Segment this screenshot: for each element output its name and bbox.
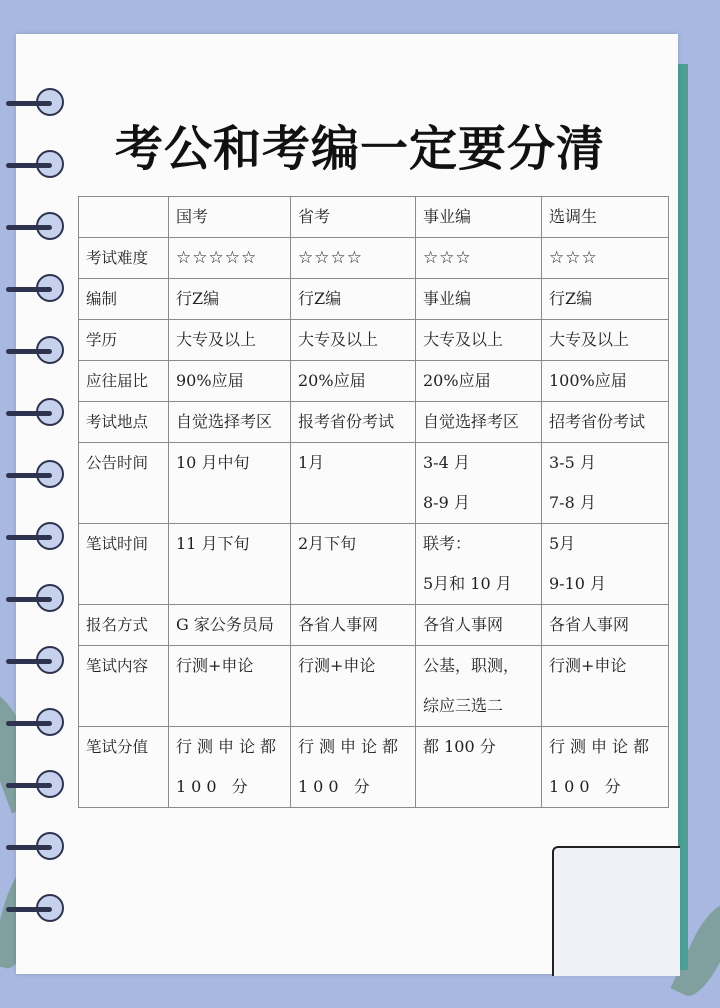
row-label-cell: 编制 <box>79 279 169 320</box>
table-cell: 行Z编 <box>542 279 669 320</box>
table-cell: 行测+申论 <box>291 646 416 727</box>
table-cell: 1月 <box>291 443 416 524</box>
row-label-cell: 考试地点 <box>79 402 169 443</box>
table-cell: 行Z编 <box>169 279 291 320</box>
table-cell: 大专及以上 <box>291 320 416 361</box>
table-cell: 报考省份考试 <box>291 402 416 443</box>
ring-icon <box>0 336 68 366</box>
row-label-cell: 公告时间 <box>79 443 169 524</box>
page-curl-corner <box>552 846 680 976</box>
table-row <box>79 361 669 402</box>
row-label-cell: 应往届比 <box>79 361 169 402</box>
column-header: 选调生 <box>542 197 669 238</box>
table-cell: ☆☆☆☆☆ <box>169 238 291 279</box>
table-cell: 自觉选择考区 <box>169 402 291 443</box>
row-label-cell: 笔试内容 <box>79 646 169 727</box>
table-header-row <box>79 197 669 238</box>
page-title: 考公和考编一定要分清 <box>114 121 605 177</box>
table-cell: ☆☆☆☆ <box>291 238 416 279</box>
table-cell: 10 月中旬 <box>169 443 291 524</box>
ring-icon <box>0 274 68 304</box>
column-header: 事业编 <box>416 197 542 238</box>
ring-icon <box>0 832 68 862</box>
table-cell: 各省人事网 <box>416 605 542 646</box>
ring-icon <box>0 460 68 490</box>
row-label-cell: 报名方式 <box>79 605 169 646</box>
table-cell: 事业编 <box>416 279 542 320</box>
ring-icon <box>0 522 68 552</box>
table-cell: 100%应届 <box>542 361 669 402</box>
table-cell: 20%应届 <box>291 361 416 402</box>
ring-icon <box>0 708 68 738</box>
table-cell: 行测+申论 <box>542 646 669 727</box>
table-cell: 行测+申论 <box>169 646 291 727</box>
table-row <box>79 238 669 279</box>
ring-icon <box>0 646 68 676</box>
table-cell: 招考省份考试 <box>542 402 669 443</box>
table-cell: 11 月下旬 <box>169 524 291 605</box>
row-label-cell: 考试难度 <box>79 238 169 279</box>
ring-icon <box>0 894 68 924</box>
table-cell: 行测申论都 100 分 <box>542 727 669 808</box>
comparison-table <box>78 196 669 808</box>
table-cell: 行Z编 <box>291 279 416 320</box>
table-cell: 大专及以上 <box>169 320 291 361</box>
table-row <box>79 279 669 320</box>
table-cell: 90%应届 <box>169 361 291 402</box>
table-row <box>79 524 669 605</box>
ring-icon <box>0 398 68 428</box>
table-row <box>79 605 669 646</box>
table-cell: 各省人事网 <box>291 605 416 646</box>
row-label-cell: 学历 <box>79 320 169 361</box>
table-cell: 5月 9-10 月 <box>542 524 669 605</box>
table-row <box>79 402 669 443</box>
table-row <box>79 320 669 361</box>
table-cell: 大专及以上 <box>542 320 669 361</box>
column-header <box>79 197 169 238</box>
row-label-cell: 笔试时间 <box>79 524 169 605</box>
table-cell: ☆☆☆ <box>416 238 542 279</box>
ring-icon <box>0 212 68 242</box>
table-cell: 各省人事网 <box>542 605 669 646</box>
column-header: 国考 <box>169 197 291 238</box>
table-cell: 2月下旬 <box>291 524 416 605</box>
table-row <box>79 727 669 808</box>
table-cell: ☆☆☆ <box>542 238 669 279</box>
table-cell: 3-4 月 8-9 月 <box>416 443 542 524</box>
row-label-cell: 笔试分值 <box>79 727 169 808</box>
column-header: 省考 <box>291 197 416 238</box>
table-row <box>79 646 669 727</box>
table-cell: 20%应届 <box>416 361 542 402</box>
table-cell: 大专及以上 <box>416 320 542 361</box>
table-cell: 联考： 5月和 10 月 <box>416 524 542 605</box>
table-cell: 3-5 月 7-8 月 <box>542 443 669 524</box>
table-cell: 自觉选择考区 <box>416 402 542 443</box>
ring-icon <box>0 770 68 800</box>
table-row <box>79 443 669 524</box>
table-cell: 行测申论都 100 分 <box>291 727 416 808</box>
ring-icon <box>0 584 68 614</box>
table-cell: 都 100 分 <box>416 727 542 808</box>
table-cell: 行测申论都 100 分 <box>169 727 291 808</box>
table-cell: 公基，职测， 综应三选二 <box>416 646 542 727</box>
table-cell: G 家公务员局 <box>169 605 291 646</box>
